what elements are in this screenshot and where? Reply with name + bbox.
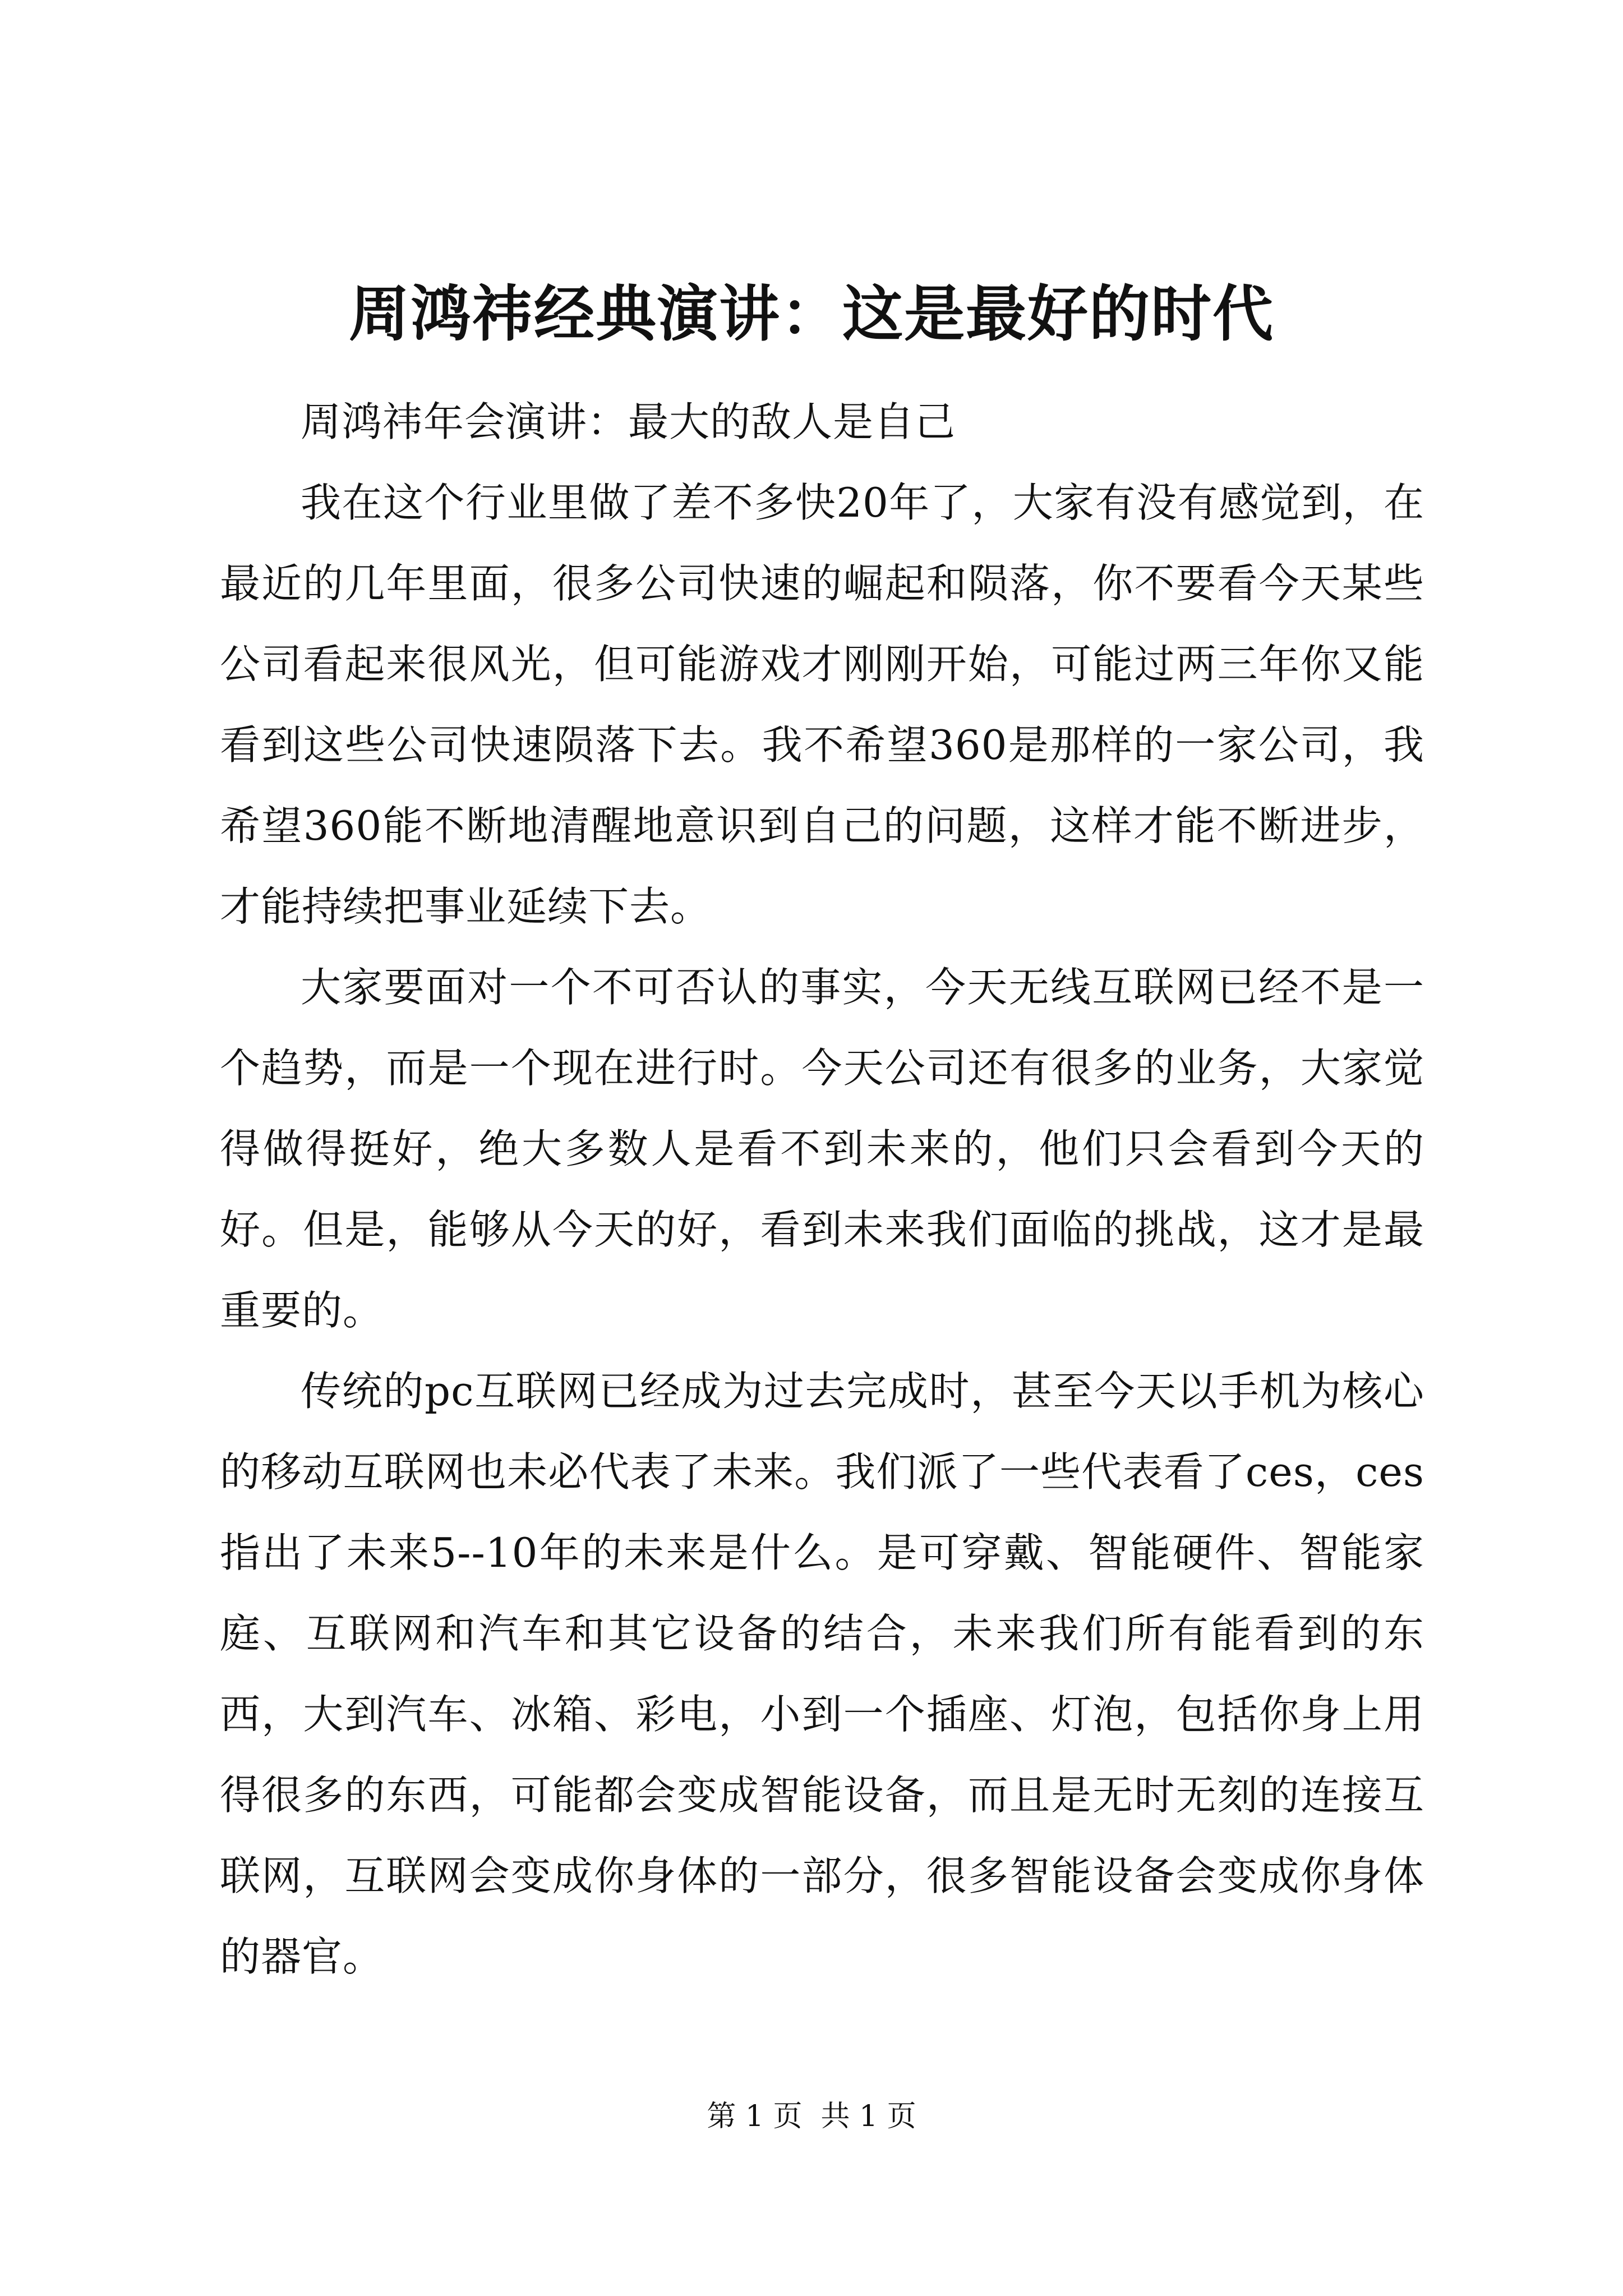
- document-title: 周鸿祎经典演讲：这是最好的时代: [348, 279, 1274, 349]
- document-body: [220, 381, 1424, 1997]
- paragraph: 我在这个行业里做了差不多快20年了，大家有没有感觉到，在最近的几年里面，很多公司快速的崛起和陨落，你不要看今天某些公司看起来很风光，但可能游戏才刚刚开始，可能过两三年你又能看到这些公司快速陨落下去。我不希望360是那样的一家公司，我希望360能不断地清醒地意识到自己的问题，这样才能不断进步，才能持续把事业延续下去。: [220, 479, 1424, 930]
- page-footer: 第 1 页 共 1 页: [707, 2100, 916, 2133]
- paragraph: 传统的pc互联网已经成为过去完成时，甚至今天以手机为核心的移动互联网也未必代表了未来。我们派了一些代表看了ces，ces指出了未来5--10年的未来是什么。是可穿戴、智能硬件、智能家庭、互联网和汽车和其它设备的结合，未来我们所有能看到的东西，大到汽车、冰箱、彩电，小到一个插座、灯泡，包括你身上用得很多的东西，可能都会变成智能设备，而且是无时无刻的连接互联网，互联网会变成你身体的一部分，很多智能设备会变成你身体的器官。: [220, 1368, 1424, 1980]
- paragraph: 大家要面对一个不可否认的事实，今天无线互联网已经不是一个趋势，而是一个现在进行时。今天公司还有很多的业务，大家觉得做得挺好，绝大多数人是看不到未来的，他们只会看到今天的好。但是，能够从今天的好，看到未来我们面临的挑战，这才是最重要的。: [220, 964, 1424, 1334]
- paragraph-subtitle: 周鸿祎年会演讲：最大的敌人是自己: [301, 398, 956, 445]
